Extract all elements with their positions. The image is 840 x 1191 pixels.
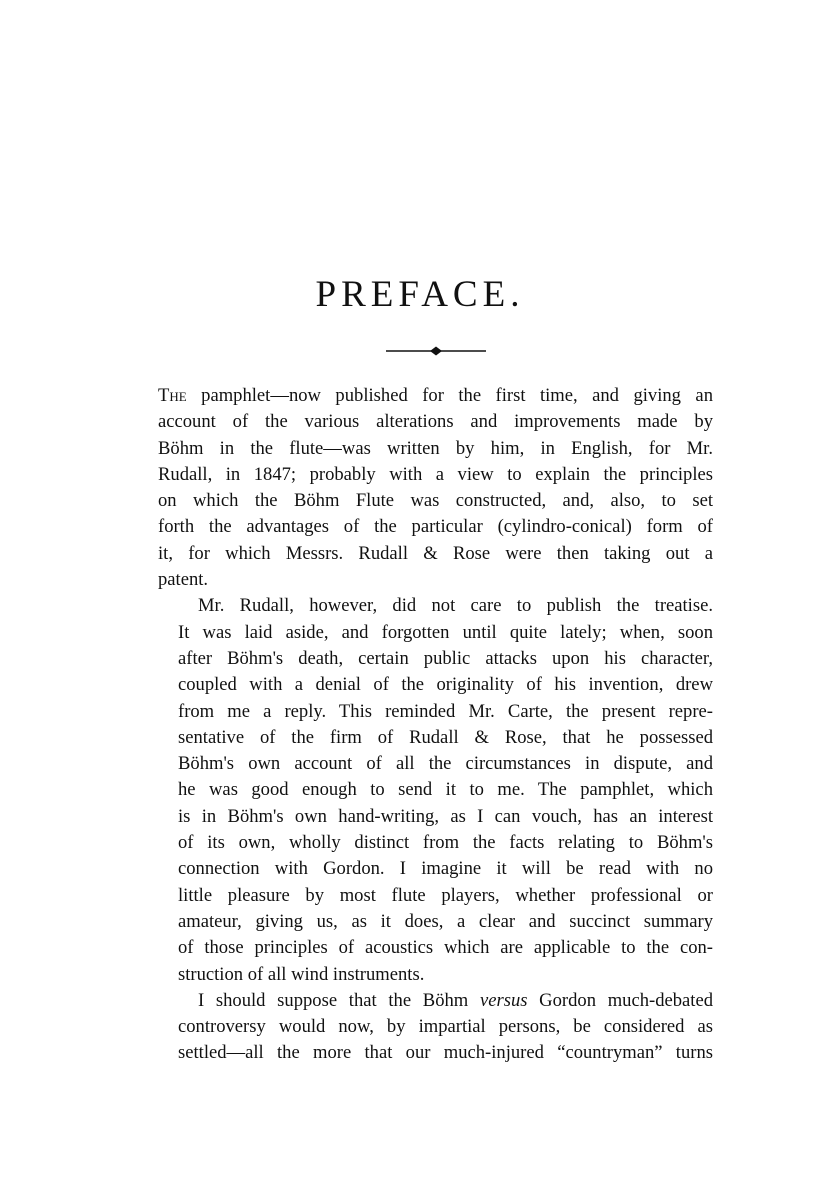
text-line: controversy would now, by impartial persons, be considered as — [178, 1016, 713, 1038]
text-line: I should suppose that the Böhm versus Gordon much-debated — [198, 989, 714, 1011]
rule-with-diamond-icon — [386, 344, 486, 358]
text-line: settled—all the more that our much-injured “countryman” turns — [178, 1042, 713, 1064]
text-line: patent. — [158, 569, 209, 591]
text-line: is in Böhm's own hand-writing, as I can vouch, has an interest — [178, 805, 713, 827]
drop-word: The — [158, 385, 187, 406]
text-line: Böhm's own account of all the circumstances in dispute, and — [178, 753, 713, 775]
preface-body — [158, 383, 713, 1067]
italic-word: versus — [479, 989, 528, 1011]
text-line: from me a reply. This reminded Mr. Carte, the present repre- — [178, 700, 713, 722]
paragraph-1 — [158, 383, 713, 593]
text-line: after Böhm's death, certain public attacks upon his character, — [178, 647, 713, 669]
text-line: coupled with a denial of the originality of his invention, drew — [178, 674, 713, 696]
text-line: account of the various alterations and improvements made by — [158, 411, 713, 433]
text-line: of its own, wholly distinct from the facts relating to Böhm's — [178, 832, 713, 854]
text-line: sentative of the firm of Rudall & Rose, that he possessed — [178, 726, 713, 748]
text-line: on which the Böhm Flute was constructed, and, also, to set — [158, 490, 713, 512]
text-line: forth the advantages of the particular (cylindro-conical) form of — [158, 516, 713, 538]
text-line: he was good enough to send it to me. The pamphlet, which — [178, 779, 713, 801]
text-line: connection with Gordon. I imagine it will be read with no — [178, 858, 713, 880]
text-line: Rudall, in 1847; probably with a view to explain the principles — [158, 463, 713, 485]
text-line: Böhm in the flute—was written by him, in English, for Mr. — [158, 437, 713, 459]
paragraph-3 — [158, 988, 713, 1067]
text-line: of those principles of acoustics which are applicable to the con- — [178, 937, 713, 959]
text-line: amateur, giving us, as it does, a clear and succinct summary — [178, 910, 713, 932]
text-line: little pleasure by most flute players, whether professional or — [178, 884, 713, 906]
text-line: it, for which Messrs. Rudall & Rose were then taking out a — [158, 542, 713, 564]
page-title: PREFACE. — [315, 274, 525, 315]
paragraph-2 — [158, 593, 713, 987]
text-line: struction of all wind instruments. — [178, 963, 425, 985]
text-line: Mr. Rudall, however, did not care to publish the treatise. — [198, 595, 713, 617]
text-line: It was laid aside, and forgotten until quite lately; when, soon — [178, 621, 713, 643]
text-line: The pamphlet—now published for the first time, and giving an — [158, 385, 713, 406]
